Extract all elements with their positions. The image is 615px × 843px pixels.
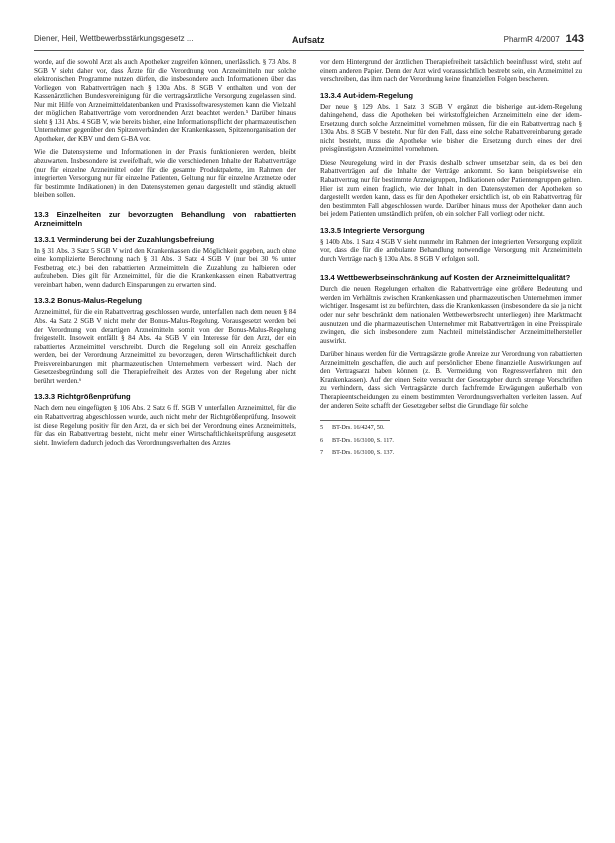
running-header [34,33,584,47]
section-label: Aufsatz [292,35,325,45]
footnote [320,437,582,445]
footnote-rule [320,420,390,421]
paragraph: Arzneimittel, für die ein Rabattvertrag geschlossen wurde, unterfallen nach dem neuen § 84 Abs. 4a Satz 2 SGB V nicht mehr der Bonus-Malus-Regelung. Vorausgesetzt werden bei der Verordnung von derartigen Arzneimitteln somit von der Bonus-Malus-Regelung freigestellt. Insoweit entfällt § 84 Abs. 4a SGB V ein Interesse für den Arzt, der ein rabattiertes Arzneimittel verschreibt. Durch die Regelung soll ein Anreiz geschaffen werden, bei der Verordnung Arzneimittel zu bevorzugen, deren Wirtschaftlichkeit durch Preisvereinbarungen mit pharmazeutischen Unternehmern verbessert wird. Nach der Gesetzesbegründung soll die Therapiefreiheit des Arztes von der Regelung aber nicht berührt werden.⁶ [34,308,296,385]
subsection-heading: 13.3.3 Richtgrößenprüfung [34,392,131,402]
footnote-text: BT-Drs. 16/3100, S. 137. [332,449,395,457]
subsection-heading: 13.3.1 Verminderung bei der Zuzahlungsbefreiung [34,234,215,244]
footnote [320,424,582,432]
footnote-text: BT-Drs. 16/4247, 50. [332,424,385,432]
left-column [34,58,296,452]
subsection-heading: 13.3.5 Integrierte Versorgung [320,225,425,235]
paragraph: Der neue § 129 Abs. 1 Satz 3 SGB V ergänzt die bisherige aut-idem-Regelung dahingehend, dass die Apotheken bei wirkstoffgleichen Arzneimitteln eine der idem-Ersetzung durch solche Arzneimittel vornehmen müssen, für die ein Rabattvertrag nach § 130a Abs. 8 SGB V besteht. Nur für den Fall, dass eine solche Rabattvereinbarung gerade nicht besteht, muss die Apotheke wie bisher die Ersetzung durch eines der drei preisgünstigsten Arzneimittel vornehmen. [320,102,582,154]
paragraph: In § 31 Abs. 3 Satz 5 SGB V wird den Krankenkassen die Möglichkeit gegeben, auch ohne eine komplizierte Berechnung nach § 31 Abs. 3 Satz 4 SGB V (nur bei 30 % unter Festbetrag etc.) bei den rabattierten Arzneimitteln die Zuzahlung zu halbieren oder aufzuheben. Dies gilt für Arzneimittel, für die die Krankenkassen einen Rabattvertrag vereinbart haben, wenn dadurch Einsparungen zu erwarten sind. [34,246,296,289]
right-column [320,58,582,462]
paragraph: Wie die Datensysteme und Informationen in der Praxis funktionieren werden, bleibt abzuwarten. Insbesondere ist zweifelhaft, wie die verschiedenen Inhalte der Rabattverträge (nur für einzelne Arzneimittel oder für die gesamte Produktpalette, im Rahmen der integrierten Versorgung nur für einzelne Patienten, Geltung nur für einzelne Arztnetze oder für bestimmte Indikationen) in den Datensystemen genau dargestellt und ständig aktuell bleiben sollen. [34,148,296,200]
footnote-number: 5 [320,424,324,432]
footnote-text: BT-Drs. 16/3100, S. 117. [332,436,394,444]
journal-issue: PharmR 4/2007 [503,35,560,44]
paragraph: Diese Neuregelung wird in der Praxis deshalb schwer umsetzbar sein, da es bei den Rabattverträgen auf die Inhalte der Verträge ankommt. So kann beispielsweise ein Rabattvertrag nur für bestimmte Arzneigruppen, Indikationen oder Patientengruppen gelten. Hier ist zum einen fraglich, wie der Inhalt in den Datensystemen der Apotheken so dargestellt werden kann, dass es für den Apotheker ersichtlich ist, ob ein Rabattvertrag für den bestimmten Fall abgeschlossen wurde. Darüber hinaus muss der Apotheker dann auch bei jedem Patienten umständlich prüfen, ob ein solcher Fall vorliegt oder nicht. [320,158,582,219]
footnote-number: 7 [320,449,324,457]
paragraph: vor dem Hintergrund der ärztlichen Therapiefreiheit tatsächlich beeinflusst wird, steht auf einem anderen Papier. Denn der Arzt wird voraussichtlich bestrebt sein, ein Arzneimittel zu verschreiben, das ihm nach der Verordnung keine finanziellen Folgen bescheren. [320,58,582,84]
section-heading: 13.4 Wettbewerbseinschränkung auf Kosten der Arzneimittelqualität? [320,273,571,283]
header-rule [34,50,584,51]
running-header-authors: Diener, Heil, Wettbewerbsstärkungsgesetz ... [34,34,194,43]
journal-info [504,33,584,45]
paragraph: Durch die neuen Regelungen erhalten die Rabattverträge eine größere Bedeutung und werden im Verhältnis zwischen Krankenkassen und pharmazeutischen Unternehmen immer wichtiger. Insgesamt ist zu befürchten, dass die Krankenkassen (insbesondere da sie ja nicht oder nur sehr beschränkt dem nationalen Wettbewerbsrecht unterliegen) ihre Marktmacht ausnutzen und die pharmazeutischen Unternehmer mit Rabattverträgen in eine Preisspirale zwingen, die sich insbesondere zum Nachteil mittelständischer Arzneimittelhersteller auswirkt. [320,285,582,345]
page-number: 143 [565,33,584,45]
footnote [320,449,582,457]
section-heading: 13.3 Einzelheiten zur bevorzugten Behandlung von rabattierten Arzneimitteln [34,209,296,228]
paragraph: worde, auf die sowohl Arzt als auch Apotheker zugreifen können, unerlässlich. § 73 Abs. 8 SGB V sieht daher vor, dass Ärzte für die Verordnung von Arzneimitteln nur solche elektronischen Programme nutzen dürfen, die insbesondere auch Informationen über das Vorliegen von Rabattverträgen nach § 130a Abs. 8 SGB V enthalten und von der Kassenärztlichen Bundesvereinigung für die vertragsärztliche Versorgung zugelassen sind. Nur mit Hilfe von Arzneimitteldatenbanken und Praxissoftwaresystemen kann die Vielzahl der möglichen Rabattverträge vom verordnenden Arzt beachtet werden.⁵ Darüber hinaus sieht § 131 Abs. 4 SGB V, wie bereits bisher, eine Informationspflicht der pharmazeutischen Unternehmer gegenüber den Spitzenverbänden der Krankenkassen, Spitzenorganisation der Apotheker, der KBV und dem G-BA vor. [34,58,296,143]
paragraph: § 140b Abs. 1 Satz 4 SGB V sieht nunmehr im Rahmen der integrierten Versorgung explizit vor, dass die für die ambulante Behandlung notwendige Versorgung mit Arzneimitteln durch Verträge nach § 130a Abs. 8 SGB V erfolgen soll. [320,237,582,263]
paragraph: Nach dem neu eingefügten § 106 Abs. 2 Satz 6 ff. SGB V unterfallen Arzneimittel, für die ein Rabattvertrag abgeschlossen wurde, auch nicht mehr der Richtgrößenprüfung. Insoweit ist diese Regelung positiv für den Arzt, da er sich bei der Verordnung eines Arzneimittels, für das ein Rabattvertrag besteht, nicht mehr einer Wirtschaftlichkeitsprüfung ausgesetzt sieht. Inwiefern dadurch jedoch das Verordnungsverhalten des Arztes [34,404,296,447]
subsection-heading: 13.3.2 Bonus-Malus-Regelung [34,296,143,306]
paragraph: Darüber hinaus werden für die Vertragsärzte große Anreize zur Verordnung von rabattierten Arzneimitteln geschaffen, die auch auf persönlicher Ebene finanzielle Auswirkungen auf den Vertragsarzt haben können (z. B. Vermeidung von Regressverfahren mit den Krankenkassen). Auf der einen Seite versucht der Gesetzgeber durch strenge Vorschriften zu verhindern, dass sich Vertragsärzte durch fachfremde Erwägungen außerhalb von Therapieentscheidungen zu einem bestimmten Verordnungsverhalten verleiten lassen. Auf der anderen Seite schafft der Gesetzgeber selbst die Grundlage für solche [320,350,582,410]
subsection-heading: 13.3.4 Aut-idem-Regelung [320,90,413,100]
footnote-number: 6 [320,436,324,444]
